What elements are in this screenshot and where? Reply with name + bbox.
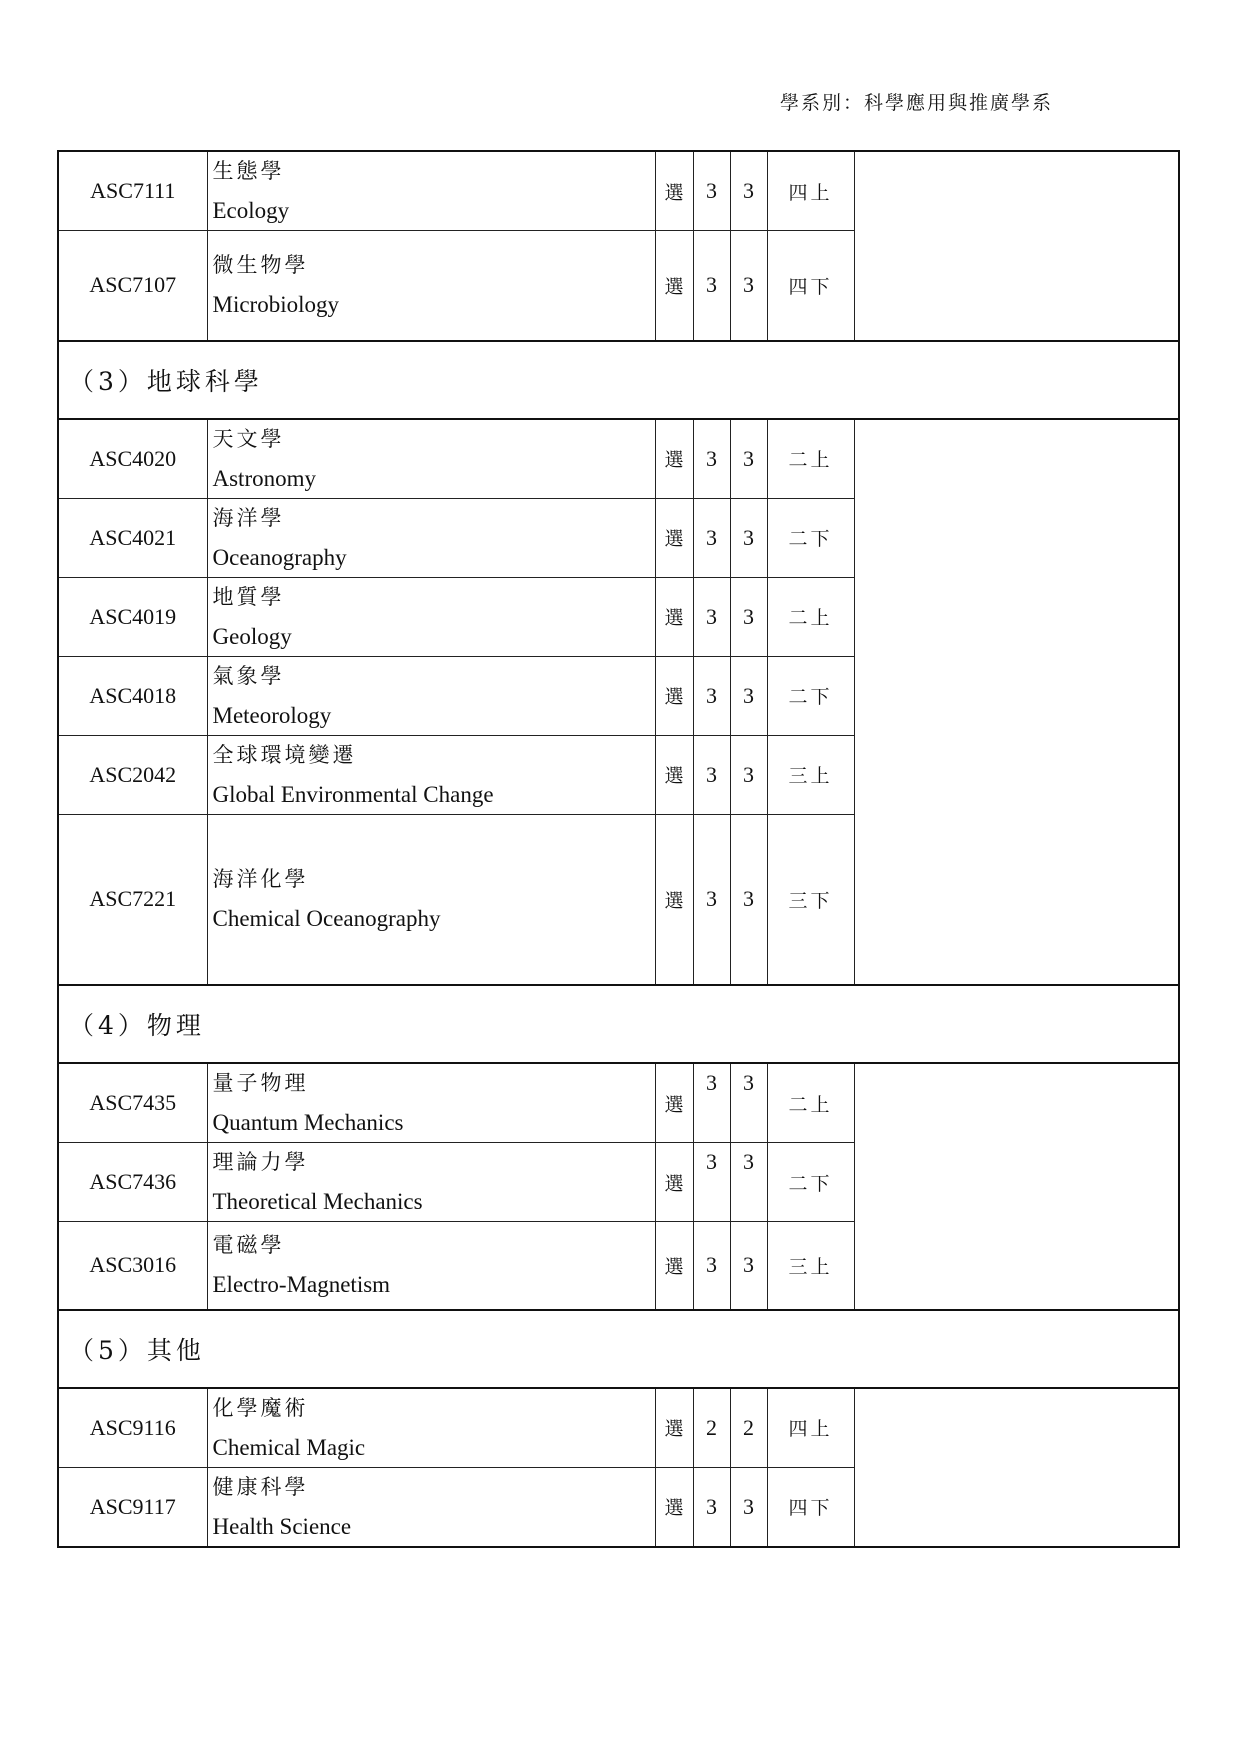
table-row [58, 1063, 1179, 1143]
course-code: ASC7221 [58, 814, 207, 985]
course-credits: 3 [693, 1063, 730, 1143]
section-title: （3）地球科學 [58, 341, 1179, 419]
course-hours: 3 [730, 1143, 767, 1222]
course-hours: 3 [730, 419, 767, 499]
course-code: ASC9116 [58, 1388, 207, 1468]
course-term: 二上 [767, 577, 854, 656]
course-name [207, 656, 655, 735]
course-name-en: Global Environmental Change [212, 781, 494, 807]
course-credits: 3 [693, 1467, 730, 1547]
table-row [58, 151, 1179, 231]
course-credits: 3 [693, 151, 730, 231]
course-type: 選 [655, 656, 693, 735]
section-title: （5）其他 [58, 1310, 1179, 1388]
course-code: ASC7435 [58, 1063, 207, 1143]
course-name-zh: 健康科學 [212, 1474, 309, 1499]
course-term: 二下 [767, 1143, 854, 1222]
course-name-en: Theoretical Mechanics [212, 1189, 423, 1214]
course-name-en: Quantum Mechanics [212, 1110, 404, 1135]
course-term: 二上 [767, 1063, 854, 1143]
course-name [207, 231, 655, 341]
course-credits: 3 [693, 814, 730, 985]
course-name [207, 419, 655, 499]
course-type: 選 [655, 1467, 693, 1547]
course-type: 選 [655, 151, 693, 231]
course-name-zh: 生態學 [212, 159, 285, 183]
course-hours: 3 [730, 231, 767, 341]
course-code: ASC2042 [58, 735, 207, 814]
course-name-en: Meteorology [212, 702, 332, 728]
course-name-zh: 量子物理 [212, 1071, 309, 1095]
course-name-zh: 電磁學 [212, 1233, 285, 1258]
course-term: 四下 [767, 1467, 854, 1547]
course-term: 四上 [767, 151, 854, 231]
course-name [207, 1388, 655, 1468]
course-credits: 3 [693, 656, 730, 735]
remarks-cell [854, 419, 1179, 986]
table-row [58, 419, 1179, 499]
section-title: （4）物理 [58, 985, 1179, 1063]
remarks-cell [854, 1388, 1179, 1547]
course-name [207, 498, 655, 577]
section-row [58, 341, 1179, 419]
table-row [58, 1388, 1179, 1468]
course-code: ASC7436 [58, 1143, 207, 1222]
course-code: ASC4020 [58, 419, 207, 499]
course-name [207, 814, 655, 985]
course-type: 選 [655, 1143, 693, 1222]
course-credits: 3 [693, 735, 730, 814]
course-name-zh: 理論力學 [212, 1150, 309, 1174]
section-row [58, 1310, 1179, 1388]
course-name-zh: 天文學 [212, 426, 285, 451]
department-header: 學系別：科學應用與推廣學系 [780, 92, 1054, 114]
course-code: ASC4019 [58, 577, 207, 656]
course-hours: 2 [730, 1388, 767, 1468]
course-name-zh: 微生物學 [212, 253, 309, 278]
course-code: ASC7111 [58, 151, 207, 231]
course-hours: 3 [730, 656, 767, 735]
course-type: 選 [655, 577, 693, 656]
section-row [58, 985, 1179, 1063]
course-name-zh: 海洋學 [212, 505, 285, 530]
course-name-zh: 化學魔術 [212, 1395, 309, 1420]
course-term: 二上 [767, 419, 854, 499]
course-term: 四上 [767, 1388, 854, 1468]
course-type: 選 [655, 231, 693, 341]
course-term: 三上 [767, 735, 854, 814]
course-term: 二下 [767, 656, 854, 735]
course-type: 選 [655, 814, 693, 985]
course-name [207, 1467, 655, 1547]
course-name [207, 1063, 655, 1143]
course-type: 選 [655, 1222, 693, 1310]
course-name-en: Chemical Magic [212, 1434, 366, 1460]
course-hours: 3 [730, 1222, 767, 1310]
course-name-en: Chemical Oceanography [212, 906, 441, 932]
course-credits: 3 [693, 419, 730, 499]
course-term: 三下 [767, 814, 854, 985]
course-name [207, 735, 655, 814]
course-name-en: Ecology [212, 198, 290, 223]
course-type: 選 [655, 735, 693, 814]
course-hours: 3 [730, 577, 767, 656]
course-hours: 3 [730, 1063, 767, 1143]
course-name-zh: 氣象學 [212, 663, 285, 688]
course-code: ASC9117 [58, 1467, 207, 1547]
course-hours: 3 [730, 814, 767, 985]
course-name-en: Electro-Magnetism [212, 1272, 391, 1298]
course-code: ASC3016 [58, 1222, 207, 1310]
course-term: 四下 [767, 231, 854, 341]
course-name-en: Astronomy [212, 465, 316, 491]
course-code: ASC4021 [58, 498, 207, 577]
course-name [207, 1222, 655, 1310]
course-credits: 3 [693, 577, 730, 656]
course-name-en: Oceanography [212, 544, 347, 570]
course-type: 選 [655, 1063, 693, 1143]
course-name-zh: 海洋化學 [212, 867, 309, 892]
course-hours: 3 [730, 151, 767, 231]
course-credits: 3 [693, 231, 730, 341]
course-hours: 3 [730, 498, 767, 577]
course-code: ASC4018 [58, 656, 207, 735]
course-type: 選 [655, 498, 693, 577]
course-table [57, 150, 1180, 1548]
course-term: 二下 [767, 498, 854, 577]
course-name [207, 151, 655, 231]
course-credits: 2 [693, 1388, 730, 1468]
course-name-en: Health Science [212, 1513, 352, 1539]
course-name-en: Microbiology [212, 292, 339, 318]
course-name [207, 577, 655, 656]
course-credits: 3 [693, 1222, 730, 1310]
course-hours: 3 [730, 735, 767, 814]
course-name-en: Geology [212, 623, 292, 649]
remarks-cell [854, 151, 1179, 341]
course-credits: 3 [693, 1143, 730, 1222]
course-name [207, 1143, 655, 1222]
course-credits: 3 [693, 498, 730, 577]
course-term: 三上 [767, 1222, 854, 1310]
course-name-zh: 全球環境變遷 [212, 742, 357, 767]
course-code: ASC7107 [58, 231, 207, 341]
course-type: 選 [655, 419, 693, 499]
remarks-cell [854, 1063, 1179, 1310]
course-name-zh: 地質學 [212, 584, 285, 609]
course-type: 選 [655, 1388, 693, 1468]
course-hours: 3 [730, 1467, 767, 1547]
